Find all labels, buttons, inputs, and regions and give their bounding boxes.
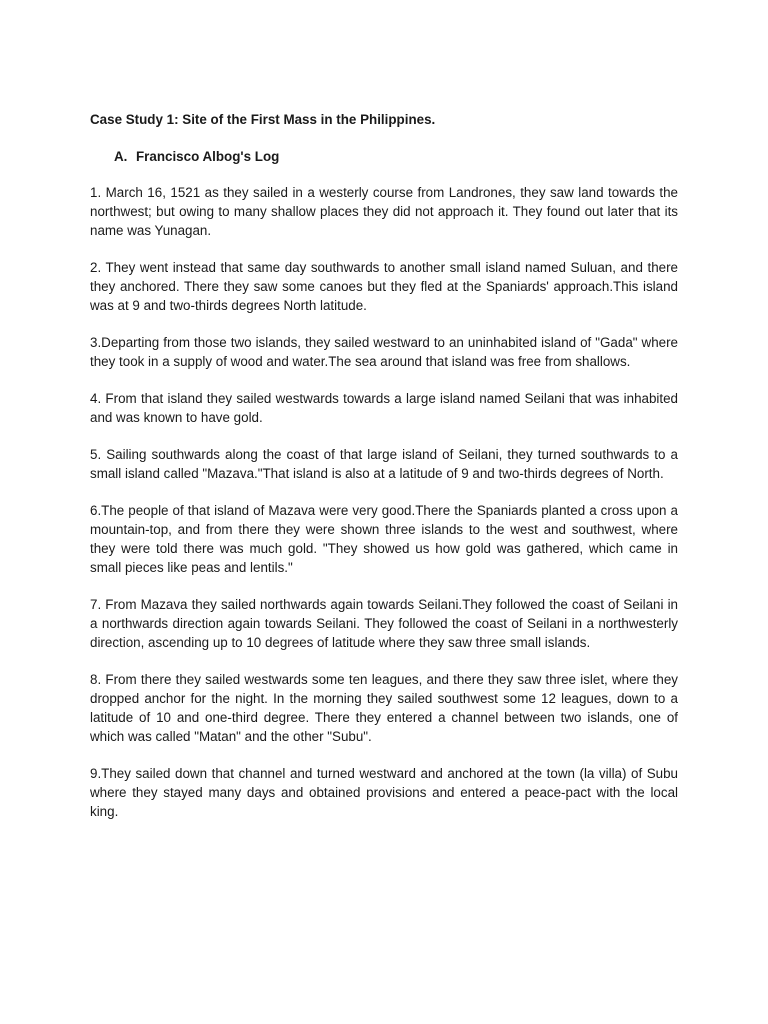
paragraph-1: 1. March 16, 1521 as they sailed in a westerly course from Landrones, they saw land towards the northwest; but owing to many shallow places they did not approach it. They found out later that its name was Yunagan.: [90, 185, 678, 238]
paragraph-5: 5. Sailing southwards along the coast of that large island of Seilani, they turned southwards to a small island called "Mazava."That island is also at a latitude of 9 and two-thirds degrees of North.: [90, 447, 678, 481]
section-marker: A.: [114, 149, 128, 164]
paragraph-6: 6.The people of that island of Mazava were very good.There the Spaniards planted a cross upon a mountain-top, and from there they were shown three islands to the west and southwest, where they were told there was much gold. "They showed us how gold was gathered, which came in small pieces like peas and lentils.": [90, 503, 678, 575]
paragraph-4: 4. From that island they sailed westwards towards a large island named Seilani that was inhabited and was known to have gold.: [90, 391, 678, 425]
section-heading: [90, 147, 678, 166]
paragraph-7: 7. From Mazava they sailed northwards again towards Seilani.They followed the coast of Seilani in a northwards direction again towards Seilani. They followed the coast of Seilani in a northwesterly direction, ascending up to 10 degrees of latitude where they saw three small islands.: [90, 597, 678, 650]
paragraph-9: 9.They sailed down that channel and turned westward and anchored at the town (la villa) of Subu where they stayed many days and obtained provisions and entered a peace-pact with the local king.: [90, 766, 678, 819]
section-heading-text: Francisco Albog's Log: [136, 149, 280, 164]
paragraph-8: 8. From there they sailed westwards some ten leagues, and there they saw three islet, where they dropped anchor for the night. In the morning they sailed southwest some 12 leagues, down to a latitude of 10 and one-third degree. There they entered a channel between two islands, one of which was called "Matan" and the other "Subu".: [90, 672, 678, 744]
document-title: Case Study 1: Site of the First Mass in the Philippines.: [90, 112, 436, 127]
paragraph-2: 2. They went instead that same day southwards to another small island named Suluan, and there they anchored. There they saw some canoes but they fled at the Spaniards' approach.This island was at 9 and two-thirds degrees North latitude.: [90, 260, 678, 313]
document-body: [90, 110, 678, 839]
paragraph-3: 3.Departing from those two islands, they sailed westward to an uninhabited island of "Gada" where they took in a supply of wood and water.The sea around that island was free from shallows.: [90, 335, 678, 369]
